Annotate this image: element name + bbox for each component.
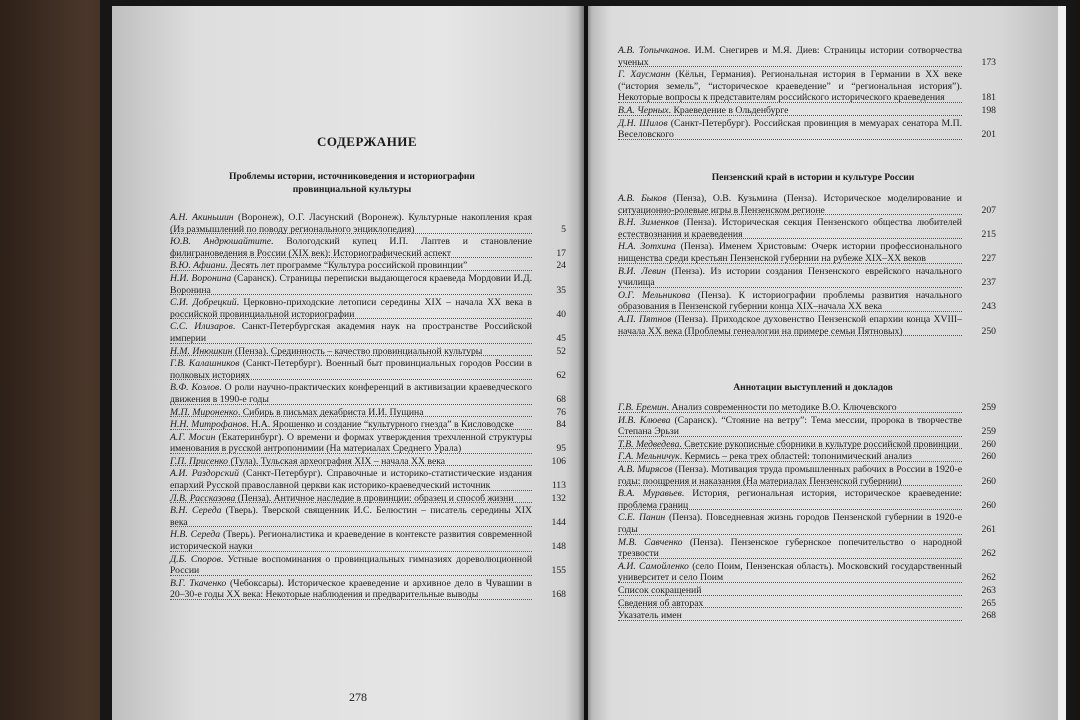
toc-entry-page: 261 [981,523,996,535]
toc-entry-title: (Пенза). Пензенское губернское попечительство о народной трезвости [618,536,962,560]
toc-entry-author: С.И. Добрецкий [170,297,237,309]
toc-entry [618,402,996,414]
toc-entry [170,554,566,577]
toc-entry-author: Ю.В. Андрюшайтите [170,236,271,248]
toc-entry-text [170,456,445,467]
toc-entry-page: 76 [556,406,566,418]
toc-entry-page: 260 [981,475,996,487]
toc-entry-title: (Пенза). К историографии проблемы развития начального образования в Пензенской губернии конца XIX–начала XX века [618,289,962,313]
toc-entry-title: . Санкт-Петербургская академия наук на пространстве Российской империи [170,321,532,344]
toc-entry-title: (Пенза). Мотивация труда промышленных рабочих в России в 1920-е годы: поощрения и наказания (На материалах Пензенской губернии) [618,463,963,487]
toc-entry [618,415,996,438]
toc-entry-page: 144 [551,516,566,528]
toc-entry [170,456,566,468]
toc-entry-author: А.В. Топычканов [618,45,688,56]
toc-entry-page: 106 [551,455,566,467]
toc-entry-page: 68 [556,393,566,405]
toc-entry-page: 268 [981,610,996,622]
toc-entry-text [618,451,912,462]
toc-list-right-mid [618,193,996,338]
toc-entry-author: С.С. Илизаров [170,321,233,333]
toc-entry-text [618,266,962,289]
toc-entry-text [618,69,962,103]
toc-entry-page: 260 [981,499,996,511]
bleed-through-text [120,46,280,57]
toc-entry-title: . Н.А. Ярошенко и создание “культурного гнезда” в Кисловодске [246,419,514,431]
toc-list-right-bottom [618,402,996,623]
toc-entry-author: Г.В. Калашников [170,358,240,370]
toc-entry-author: Г.В. Еремин [618,402,667,413]
toc-entry [618,512,996,535]
toc-entry-title: Список сокращений [618,584,702,596]
toc-entry [170,260,566,272]
toc-entry-author: А.Н. Акиньшин [170,212,234,223]
toc-entry-title: (Тверь). Регионалистика и краеведение в контексте развития современной исторической науки [170,529,532,553]
section-heading-3: Аннотации выступлений и докладов [733,382,893,393]
toc-entry-title: (Саранск). “Стояние на ветру”: Тема мессии, пророка в творчестве Степана Эрьзи [618,414,962,438]
toc-entry-page: 113 [551,480,566,492]
toc-entry [170,236,566,259]
toc-entry-title: (Санкт-Петербург). Российская провинция в мемуарах сенатора М.П. Веселовского [618,117,963,141]
toc-entry-author: В.Ю. Афиани [170,260,226,272]
toc-entry-text [618,585,701,596]
toc-entry [170,468,566,491]
toc-entry-text [170,297,532,320]
toc-entry-page: 24 [556,260,566,272]
toc-entry-page: 35 [556,284,566,296]
toc-entry-text [170,529,532,552]
toc-entry-text [618,193,962,216]
leader-dots [618,534,962,535]
toc-entry [618,314,996,337]
toc-entry [618,266,996,289]
toc-entry-page: 259 [981,402,996,413]
toc-entry-text [618,464,962,487]
toc-entry-title: . И.М. Снегирев и М.Я. Диев: Страницы истории сотворчества ученых [618,45,962,68]
toc-entry-title: (Тверь). Тверской священник И.С. Белюстин – писатель середины XIX века [170,505,532,528]
toc-entry-text [618,610,682,621]
toc-entry-text [170,493,514,504]
toc-entry-page: 201 [981,129,996,141]
toc-entry-page: 95 [556,443,566,455]
toc-entry-page: 181 [981,92,996,104]
toc-entry-title: . Десять лет программе “Культура российской провинции” [225,260,468,272]
toc-entry-author: В.Ф. Козлов [170,382,220,394]
toc-entry-author: А.В. Быков [618,193,667,204]
toc-entry [618,488,996,511]
leader-dots [618,287,962,288]
toc-entry-text [618,439,959,450]
toc-entry-text [618,290,962,313]
toc-entry-author: В.И. Левин [618,265,666,277]
toc-entry-text [618,512,962,535]
toc-entry-text [618,488,962,511]
toc-entry [170,529,566,552]
toc-entry-title: (Воронеж), О.Г. Ласунский (Воронеж). Культурные накопления края (Из размышлений по поводу регионального энциклопедия) [170,212,532,235]
toc-entry-text [170,419,514,430]
toc-entry [170,212,566,235]
toc-entry-text [170,260,467,271]
toc-entry [618,290,996,313]
toc-entry-title: . История, региональная история, историческое краеведение: проблема границ [618,488,962,511]
page-number: 278 [349,690,367,704]
toc-entry-title: . Краеведение в Ольденбурге [668,104,789,116]
section-heading-2: Пензенский край в истории и культуре России [711,172,915,183]
toc-entry-title: (Пенза). Из истории создания Пензенского еврейского начального училища [618,265,962,289]
toc-entry-title: . Светские рукописные сборники в культуре российской провинции [679,438,959,450]
toc-entry-page: 5 [561,223,566,235]
toc-entry-title: (Санкт-Петербург). Справочные и историко-статистические издания епархий Русской православной церкви как историко-краеведческий источник [170,468,532,492]
toc-entry-text [618,561,962,584]
toc-entry-page: 173 [981,56,996,68]
toc-entry-title: Указатель имен [618,610,682,622]
toc-entry [618,241,996,264]
toc-entry [170,493,566,505]
toc-entry [618,561,996,584]
leader-dots [618,558,962,559]
toc-entry-author: В.Г. Ткаченко [170,577,227,589]
toc-entry-author: Н.М. Инюшкин [170,345,233,357]
section-heading-1: Проблемы истории, источниковедения и историографии провинциальной культуры [229,171,475,195]
toc-entry-author: А.Г. Мосин [170,431,216,443]
toc-entry-page: 259 [981,426,996,438]
toc-entry-text [170,468,532,491]
toc-entry-page: 250 [981,325,996,337]
toc-entry-text [618,402,897,413]
toc-entry-text [618,45,962,68]
toc-entry [618,45,996,68]
toc-entry-page: 227 [981,252,996,264]
toc-entry-author: Л.В. Рассказова [170,492,236,504]
toc-entry-title: (Санкт-Петербург). Военный быт провинциальных городов России в полковых историях [170,358,532,381]
toc-entry-page: 168 [551,589,566,601]
toc-entry-page: 132 [551,492,566,504]
right-page [588,6,1058,720]
toc-entry-text [618,598,703,609]
toc-entry [618,217,996,240]
toc-entry-title: (Кёльн, Германия). Региональная история в Германии в XX веке (“история земель”, “историческое краеведение” и “региональная история”). Некоторые вопросы к представителям российского исторического краеведения [618,69,963,104]
toc-entry-title: (Пенза). Срединность – качество провинциальной культуры [232,345,483,357]
toc-entry-title: . Церковно-приходские летописи середины XIX – начала XX века в российской провинциальной историографии [170,297,532,320]
toc-entry-title: . Вологодский купец И.П. Лаптев и становление филиграноведения в России (XIX век): Историографический аспект [170,236,532,259]
toc-entry-author: А.П. Пятнов [618,313,672,325]
leader-dots [170,294,532,295]
toc-entry [618,118,996,141]
toc-entry-page: 148 [551,541,566,553]
toc-entry-author: М.П. Мироненко [170,406,238,418]
toc-entry-author: Д.Н. Шилов [618,117,668,129]
toc-entry-title: (Чебоксары). Историческое краеведение и архивное дело в Чувашии в 20–30-е годы XX века: Некоторые наблюдения и предварительные выводы [170,577,533,601]
toc-entry-author: В.А. Черных [618,104,669,116]
toc-entry [170,407,566,419]
toc-entry-text [170,273,532,296]
toc-entry-title: Сведения об авторах [618,597,704,609]
toc-entry-title: . О роли научно-практических конференций в активизации краеведческого движения в 1990-е годы [170,382,532,405]
toc-entry-page: 198 [981,104,996,116]
toc-entry-title: (Пенза). Именем Христовым: Очерк истории профессионального нищенства среди крестьян Пензенской губернии на рубеже XIX–XX веков [618,241,962,264]
toc-entry-page: 40 [556,308,566,320]
toc-entry-text [170,407,424,418]
toc-list-right-top [618,45,996,142]
toc-entry [170,321,566,344]
toc-entry-text [618,241,962,264]
toc-entry-author: Г.П. Присенко [170,455,229,467]
toc-entry [170,578,566,601]
toc-entry-author: В.Н. Середа [170,505,222,517]
toc-entry-title: (Саранск). Страницы переписки выдающегося краеведа Мордовии И.Д. Воронина [170,272,532,296]
toc-entry-author: Н.В. Середа [170,529,221,541]
leader-dots [618,66,962,67]
toc-entry-page: 243 [981,301,996,313]
toc-entry-text [170,554,532,577]
toc-entry-author: Г. Хаусманн [618,69,671,81]
toc-entry-text [618,118,962,141]
book-gutter [578,6,592,720]
toc-entry [618,69,996,104]
toc-entry-page: 155 [551,565,566,577]
toc-entry-text [170,505,532,528]
toc-entry-author: Т.В. Медведева [618,438,680,450]
toc-entry-author: Н.А. Зотхина [618,241,676,253]
page-title: СОДЕРЖАНИЕ [317,134,418,149]
toc-entry-page: 17 [556,247,566,259]
toc-entry [618,537,996,560]
toc-entry-text [170,236,532,259]
toc-entry-page: 260 [981,451,996,463]
toc-entry-page: 260 [981,438,996,450]
toc-entry-title: (Пенза). Античное наследие в провинции: образец и способ жизни [235,492,514,504]
toc-entry-text [170,382,532,405]
toc-entry-page: 84 [556,419,566,431]
toc-entry-author: Н.И. Воронина [170,272,232,284]
toc-entry-title: (Пенза). Повседневная жизнь городов Пензенской губернии в 1920-е годы [618,512,962,535]
toc-entry-page: 262 [981,548,996,560]
toc-entry [618,585,996,597]
toc-entry [618,439,996,451]
toc-entry-text [170,358,532,381]
toc-entry-page: 62 [556,369,566,381]
toc-entry [170,273,566,296]
toc-entry [170,346,566,358]
toc-entry-author: М.В. Савченко [618,536,683,548]
toc-entry-title: (Пенза). Приходское духовенство Пензенской епархии конца XVIII–начала XX века (Проблемы генеалогии на примере семьи Пятновых) [618,313,962,337]
toc-entry-text [618,105,788,116]
toc-entry-title: (Пенза). Историческая секция Пензенского общества любителей естествознания и краеведения [618,217,962,240]
toc-entry-author: О.Г. Мельникова [618,289,691,301]
toc-entry [170,297,566,320]
toc-list-left [170,212,566,602]
toc-entry-page: 237 [981,277,996,289]
toc-entry [618,193,996,216]
toc-entry-title: . Сибирь в письмах декабриста И.И. Пущина [237,406,424,418]
toc-entry-title: (Екатеринбург). О времени и формах утверждения трехчленной структуры именования в русской антропонимии (На материалах Среднего Урала) [170,431,532,455]
toc-entry [618,598,996,610]
toc-entry-text [170,321,532,344]
toc-entry [170,382,566,405]
toc-entry-author: С.Е. Панин [618,512,666,524]
toc-entry-text [170,212,532,235]
toc-entry-page: 265 [981,597,996,609]
toc-entry-author: Г.А. Мельничук [618,451,680,463]
leader-dots [170,526,532,527]
toc-entry-author: В.Н. Зименков [618,217,679,229]
leader-dots [170,575,532,576]
toc-entry [170,419,566,431]
toc-entry-author: Д.Б. Споров [170,553,221,565]
toc-entry [170,358,566,381]
toc-entry-text [618,314,962,337]
leader-dots [170,343,532,344]
toc-entry-page: 207 [981,204,996,216]
toc-entry-text [170,578,532,601]
toc-entry-author: А.И. Самойленко [618,560,689,572]
toc-entry-author: В.А. Муравьев [618,488,682,500]
toc-entry [618,464,996,487]
toc-entry [170,505,566,528]
toc-entry-text [170,346,482,357]
toc-entry-page: 263 [981,584,996,596]
toc-entry-title: . Анализ современности по методике В.О. Ключевского [666,402,897,413]
toc-entry-page: 262 [981,572,996,584]
toc-entry-author: И.В. Клюева [618,414,671,426]
toc-entry-title: (Тула). Тульская археография XIX – начала XX века [228,455,446,467]
left-page [112,6,584,720]
toc-entry-author: Н.Н. Митрофанов [170,419,247,431]
toc-entry-title: . Устные воспоминания о провинциальных гимназиях дореволюционной России [170,553,533,577]
toc-entry-page: 215 [981,228,996,240]
toc-entry-author: А.В. Мирясов [618,463,673,475]
toc-entry [170,432,566,455]
toc-entry-text [618,217,962,240]
toc-entry [618,105,996,117]
toc-entry-title: . Кермись – река трех областей: топонимический анализ [679,451,912,463]
toc-entry [618,610,996,622]
toc-entry-title: (село Поим, Пензенская область). Московский государственный университет и село Поим [618,560,962,584]
toc-entry-text [170,432,532,455]
toc-entry-author: А.И. Раздорский [170,468,239,480]
toc-entry-page: 45 [556,332,566,344]
toc-entry [618,451,996,463]
toc-entry-text [618,537,962,560]
toc-entry-text [618,415,962,438]
toc-entry-title: (Пенза), О.В. Кузьмина (Пенза). Историческое моделирование и ситуационно-ролевые игры в Пензенском регионе [618,193,962,216]
toc-entry-page: 52 [556,345,566,357]
page-edges [1058,6,1066,720]
